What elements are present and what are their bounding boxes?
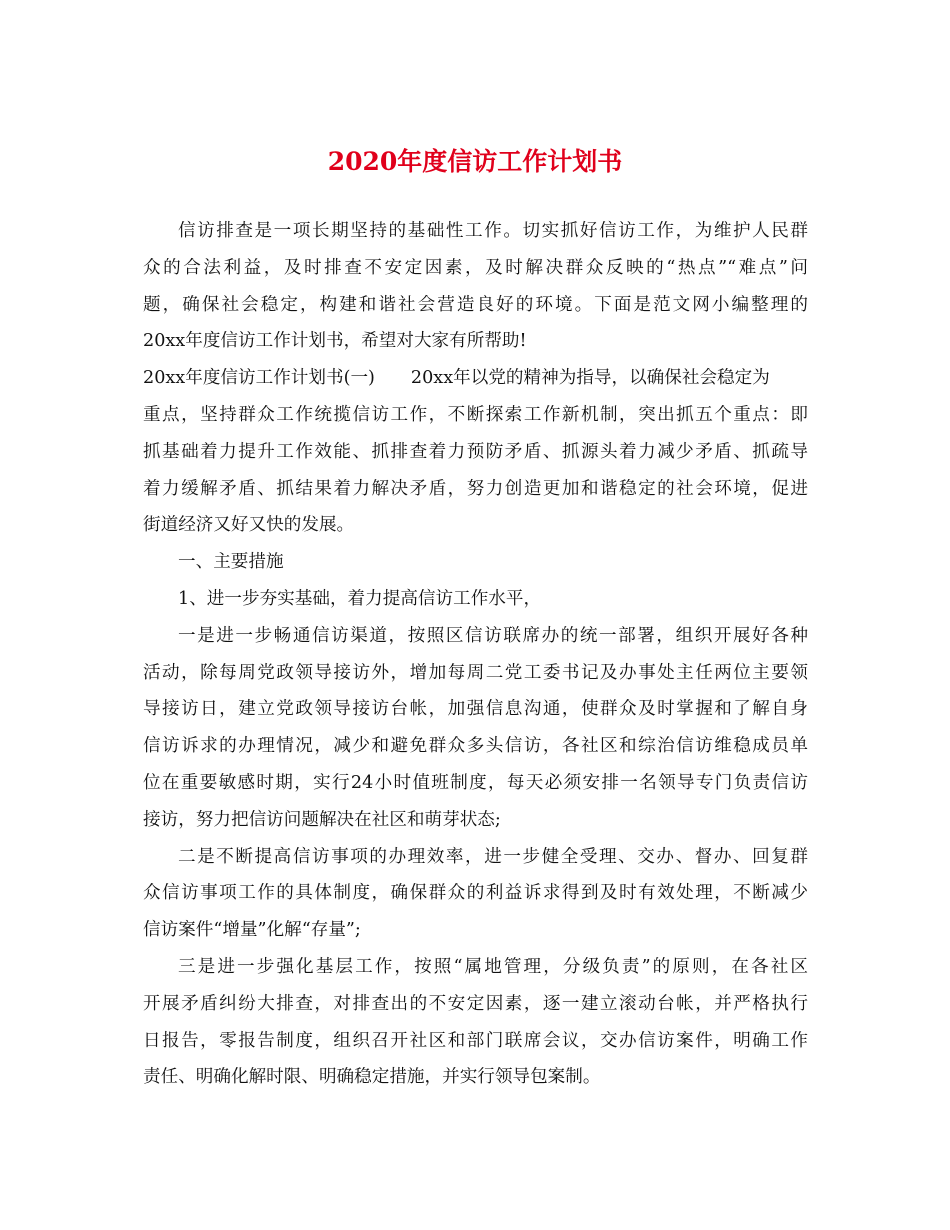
text-line: 日报告，零报告制度，组织召开社区和部门联席会议，交办信访案件，明确工作 bbox=[143, 1030, 808, 1051]
plan-part-one-paragraph bbox=[143, 360, 808, 544]
plan-part-one-heading: 20xx年度信访工作计划书(一) bbox=[143, 368, 375, 389]
text-line: 责任、明确化解时限、明确稳定措施，并实行领导包案制。 bbox=[143, 1067, 601, 1088]
text-line: 三是进一步强化基层工作，按照“属地管理，分级负责”的原则，在各社区 bbox=[178, 956, 808, 977]
measure-paragraph-one-continued bbox=[143, 655, 808, 839]
text-line: 众的合法利益，及时排查不安定因素，及时解决群众反映的“热点”“难点”问 bbox=[143, 257, 808, 278]
text-line: 着力缓解矛盾、抓结果着力解决矛盾，努力创造更加和谐稳定的社会环境，促进 bbox=[143, 478, 808, 499]
section-heading: 一、主要措施 bbox=[178, 552, 284, 573]
plan-part-one-text: 20xx年以党的精神为指导，以确保社会稳定为 bbox=[410, 368, 770, 389]
measure-paragraph-two bbox=[143, 839, 808, 876]
text-line: 重点，坚持群众工作统揽信访工作，不断探索工作新机制，突出抓五个重点：即 bbox=[143, 404, 808, 425]
document-body bbox=[143, 213, 808, 1096]
text-line: 街道经济又好又快的发展。 bbox=[143, 515, 355, 536]
text-line: 开展矛盾纠纷大排查，对排查出的不安定因素，逐一建立滚动台帐，并严格执行 bbox=[143, 993, 808, 1014]
intro-paragraph-continued bbox=[143, 250, 808, 360]
intro-paragraph bbox=[143, 213, 808, 250]
document-title: 2020年度信访工作计划书 bbox=[327, 147, 623, 176]
text-line: 位在重要敏感时期，实行24小时值班制度，每天必须安排一名领导专门负责信访 bbox=[143, 772, 808, 793]
text-line: 活动，除每周党政领导接访外，增加每周二党工委书记及办事处主任两位主要领 bbox=[143, 662, 808, 683]
text-line: 信访排查是一项长期坚持的基础性工作。切实抓好信访工作，为维护人民群 bbox=[178, 221, 808, 241]
text-line: 一是进一步畅通信访渠道，按照区信访联席办的统一部署，组织开展好各种 bbox=[178, 625, 808, 646]
text-line: 抓基础着力提升工作效能、抓排查着力预防矛盾、抓源头着力减少矛盾、抓疏导 bbox=[143, 441, 808, 462]
text-line: 20xx年度信访工作计划书，希望对大家有所帮助! bbox=[143, 331, 527, 352]
text-line: 题，确保社会稳定，构建和谐社会营造良好的环境。下面是范文网小编整理的 bbox=[143, 294, 808, 315]
measure-paragraph-three bbox=[143, 949, 808, 986]
text-line bbox=[143, 360, 808, 397]
measure-paragraph-three-continued bbox=[143, 986, 808, 1096]
text-line: 二是不断提高信访事项的办理效率，进一步健全受理、交办、督办、回复群 bbox=[178, 846, 808, 867]
text-line: 信访诉求的办理情况，减少和避免群众多头信访，各社区和综治信访维稳成员单 bbox=[143, 736, 808, 757]
text-line: 众信访事项工作的具体制度，确保群众的利益诉求得到及时有效处理，不断减少 bbox=[143, 883, 808, 904]
item-heading: 1、进一步夯实基础，着力提高信访工作水平， bbox=[178, 588, 542, 609]
text-line: 导接访日，建立党政领导接访台帐，加强信息沟通，使群众及时掌握和了解自身 bbox=[143, 699, 808, 720]
text-line: 接访，努力把信访问题解决在社区和萌芽状态; bbox=[143, 809, 501, 830]
measure-paragraph-two-continued bbox=[143, 875, 808, 949]
measure-paragraph-one bbox=[143, 618, 808, 655]
text-line: 信访案件“增量”化解“存量”; bbox=[143, 920, 361, 941]
